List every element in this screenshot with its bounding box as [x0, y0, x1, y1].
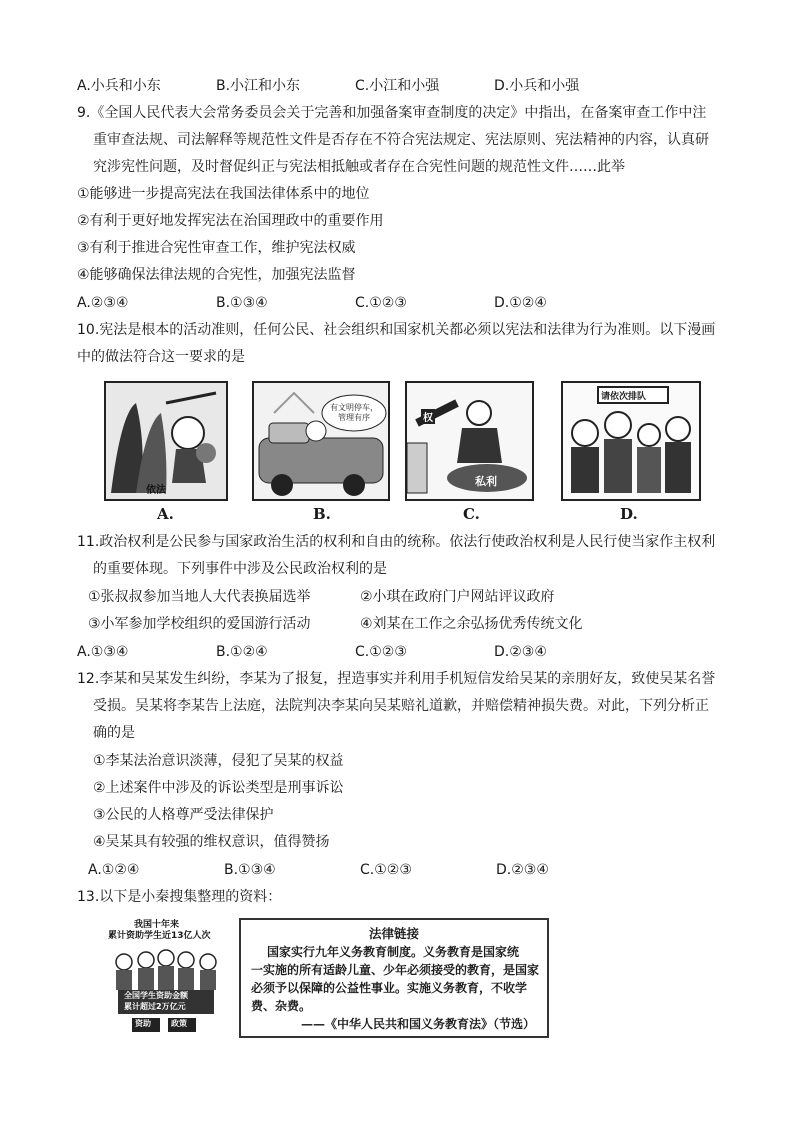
q11-option-d: D.②③④ — [494, 644, 547, 660]
q9-option-d: D.①②④ — [494, 295, 547, 311]
q9-option-b: B.①③④ — [216, 295, 268, 311]
q12-statement-3: ③公民的人格尊严受法律保护 — [93, 807, 274, 823]
law-link-source: ——《中华人民共和国义务教育法》（节选） — [301, 1017, 536, 1031]
q12-stem-line-3: 确的是 — [93, 725, 135, 741]
q11-statement-3: ③小军参加学校组织的爱国游行活动 — [88, 616, 311, 632]
cartoon-a-drawing — [106, 383, 226, 499]
poster-sign-1: 资助 — [135, 1019, 151, 1028]
q12-statement-4: ④吴某具有较强的维权意识，值得赞扬 — [93, 834, 330, 850]
q11-statement-2: ②小琪在政府门户网站评议政府 — [360, 589, 555, 605]
q11-stem-line-1: 11.政治权利是公民参与国家政治生活的权利和自由的统称。依法行使政治权利是人民行使当家作主权利 — [77, 534, 716, 550]
cartoon-c — [405, 381, 534, 501]
q12-option-b: B.①③④ — [224, 862, 276, 878]
q9-statement-4: ④能够确保法律法规的合宪性，加强宪法监督 — [77, 267, 356, 283]
q9-option-a: A.②③④ — [77, 295, 129, 311]
q9-stem-line-1: 9.《全国人民代表大会常务委员会关于完善和加强备案审查制度的决定》中指出，在备案审查工作中注 — [77, 105, 707, 121]
q8-option-d: D.小兵和小强 — [494, 78, 580, 94]
poster-line-2: 累计资助学生近13亿人次 — [108, 931, 211, 941]
cartoon-c-drawing — [407, 383, 532, 499]
cartoon-c-caption: C. — [463, 505, 480, 523]
cartoon-b-bubble: 有文明停车，管理有序 — [330, 403, 378, 422]
law-link-box — [239, 918, 549, 1038]
cartoon-d-caption: D. — [620, 505, 638, 523]
q12-option-c: C.①②③ — [360, 862, 412, 878]
cartoon-c-label-2: 私利 — [475, 475, 497, 488]
q9-statement-3: ③有利于推进合宪性审查工作，维护宪法权威 — [77, 240, 356, 256]
q12-option-a: A.①②④ — [88, 862, 140, 878]
cartoon-d — [561, 381, 701, 501]
law-link-title: 法律链接 — [368, 926, 419, 941]
q12-option-d: D.②③④ — [496, 862, 549, 878]
q9-statement-1: ①能够进一步提高宪法在我国法律体系中的地位 — [77, 186, 370, 202]
q10-stem-line-1: 10.宪法是根本的活动准则，任何公民、社会组织和国家机关都必须以宪法和法律为行为准则。以下漫画 — [77, 322, 716, 338]
poster-line-3: 全国学生资助金额 — [124, 991, 188, 1000]
law-link-line-1: 国家实行九年义务教育制度。义务教育是国家统 — [267, 945, 520, 959]
cartoon-b-caption: B. — [313, 505, 331, 523]
q12-stem-line-2: 受损。吴某将李某告上法庭，法院判决李某向吴某赔礼道歉，并赔偿精神损失费。对此，下列分析正 — [93, 698, 709, 714]
poster-sign-2: 政策 — [171, 1019, 187, 1028]
law-link-line-2: 一实施的所有适龄儿童、少年必须接受的教育，是国家 — [251, 963, 540, 977]
q11-stem-line-2: 的重要体现。下列事件中涉及公民政治权利的是 — [93, 561, 387, 577]
q9-stem-line-3: 究涉宪性问题，及时督促纠正与宪法相抵触或者存在合宪性问题的规范性文件……此举 — [93, 159, 625, 175]
q11-option-b: B.①②④ — [216, 644, 268, 660]
q13-stem: 13.以下是小秦搜集整理的资料： — [77, 889, 282, 905]
cartoon-c-label-1: 权 — [421, 409, 435, 424]
q8-option-c: C.小江和小强 — [355, 78, 440, 94]
q9-statement-2: ②有利于更好地发挥宪法在治国理政中的重要作用 — [77, 213, 384, 229]
q10-stem-line-2: 中的做法符合这一要求的是 — [77, 349, 245, 365]
cartoon-b — [252, 381, 390, 501]
law-link-line-3: 必须予以保障的公益性事业。实施义务教育，不收学 — [251, 981, 528, 995]
cartoon-a-label: 依法 — [146, 485, 166, 496]
q12-stem-line-1: 12.李某和吴某发生纠纷，李某为了报复，捏造事实并利用手机短信发给吴某的亲朋好友，致使吴某名誉 — [77, 671, 716, 687]
poster-line-4: 累计超过2万亿元 — [124, 1002, 186, 1011]
q12-statement-1: ①李某法治意识淡薄，侵犯了吴某的权益 — [93, 753, 344, 769]
subsidy-poster — [104, 914, 228, 1036]
q11-option-c: C.①②③ — [355, 644, 407, 660]
q12-statement-2: ②上述案件中涉及的诉讼类型是刑事诉讼 — [93, 780, 344, 796]
cartoon-b-drawing — [254, 383, 388, 499]
q9-option-c: C.①②③ — [355, 295, 407, 311]
q11-option-a: A.①③④ — [77, 644, 129, 660]
q8-option-b: B.小江和小东 — [216, 78, 301, 94]
poster-line-1: 我国十年来 — [134, 920, 180, 930]
law-link-line-4: 费、杂费。 — [251, 999, 312, 1013]
q8-option-a: A.小兵和小东 — [77, 78, 161, 94]
cartoon-a-caption: A. — [157, 505, 174, 523]
cartoon-a — [104, 381, 228, 501]
q9-stem-line-2: 重审查法规、司法解释等规范性文件是否存在不符合宪法规定、宪法原则、宪法精神的内容，认真研 — [93, 132, 709, 148]
cartoon-d-sign: 请依次排队 — [601, 392, 647, 402]
q11-statement-1: ①张叔叔参加当地人大代表换届选举 — [88, 589, 311, 605]
q11-statement-4: ④刘某在工作之余弘扬优秀传统文化 — [360, 616, 583, 632]
